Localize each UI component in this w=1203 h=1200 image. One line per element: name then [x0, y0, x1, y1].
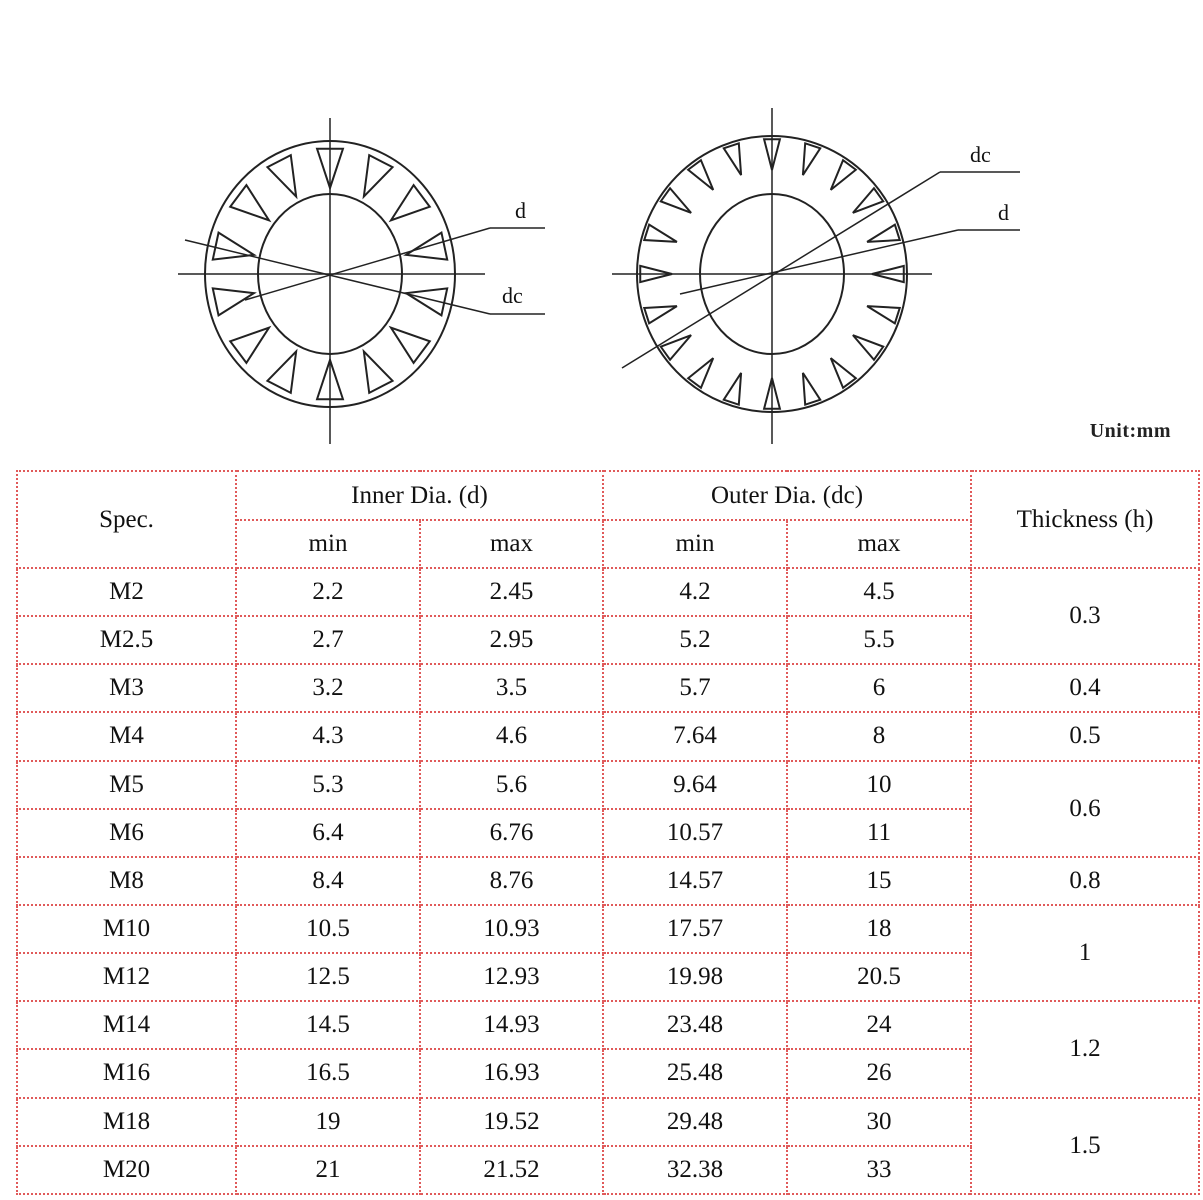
spec-cell: M14	[17, 1001, 236, 1049]
washer-tooth	[267, 155, 296, 196]
dc-min-cell: 23.48	[603, 1001, 787, 1049]
d-max-cell: 10.93	[420, 905, 603, 953]
washer-tooth	[803, 143, 820, 175]
d-min-cell: 21	[236, 1146, 420, 1194]
spec-cell: M2	[17, 568, 236, 616]
washer-tooth	[644, 306, 677, 323]
washer-tooth	[688, 358, 713, 388]
washer-tooth	[867, 306, 900, 323]
washer-tooth	[831, 160, 856, 190]
d-max-cell: 2.95	[420, 616, 603, 664]
outer-dia-header: Outer Dia. (dc)	[603, 471, 971, 520]
spec-cell: M6	[17, 809, 236, 857]
spec-header: Spec.	[17, 471, 236, 568]
d-min-cell: 6.4	[236, 809, 420, 857]
thickness-header: Thickness (h)	[971, 471, 1199, 568]
d-min-cell: 14.5	[236, 1001, 420, 1049]
dc-min-cell: 14.57	[603, 857, 787, 905]
spec-cell: M18	[17, 1098, 236, 1146]
washer-tooth	[391, 328, 430, 363]
dc-max-cell: 30	[787, 1098, 971, 1146]
d-max-cell: 16.93	[420, 1049, 603, 1097]
d-min-cell: 4.3	[236, 712, 420, 760]
washer-tooth	[867, 225, 900, 242]
washer-tooth	[724, 143, 741, 175]
thickness-cell: 0.5	[971, 712, 1199, 760]
dc-min-cell: 7.64	[603, 712, 787, 760]
inner-min-header: min	[236, 520, 420, 568]
washer-tooth	[688, 160, 713, 190]
dc-max-cell: 8	[787, 712, 971, 760]
washer-tooth	[661, 188, 691, 213]
dc-min-cell: 10.57	[603, 809, 787, 857]
d-min-cell: 19	[236, 1098, 420, 1146]
washer-tooth	[364, 155, 393, 196]
d-max-cell: 19.52	[420, 1098, 603, 1146]
table-row	[17, 905, 1199, 953]
washer-tooth	[391, 185, 430, 220]
dc-min-cell: 5.7	[603, 664, 787, 712]
table-row	[17, 1001, 1199, 1049]
d-max-cell: 12.93	[420, 953, 603, 1001]
d-min-cell: 12.5	[236, 953, 420, 1001]
dc-min-cell: 29.48	[603, 1098, 787, 1146]
left-d-label: d	[515, 198, 526, 223]
dc-min-cell: 5.2	[603, 616, 787, 664]
spec-cell: M16	[17, 1049, 236, 1097]
table-row	[17, 568, 1199, 616]
inner-max-header: max	[420, 520, 603, 568]
d-max-cell: 4.6	[420, 712, 603, 760]
d-max-cell: 6.76	[420, 809, 603, 857]
dc-max-cell: 33	[787, 1146, 971, 1194]
d-max-cell: 8.76	[420, 857, 603, 905]
dc-max-cell: 6	[787, 664, 971, 712]
inner-dia-header: Inner Dia. (d)	[236, 471, 603, 520]
washer-tooth	[230, 328, 269, 363]
dc-min-cell: 32.38	[603, 1146, 787, 1194]
washer-tooth	[644, 225, 677, 242]
dc-max-cell: 18	[787, 905, 971, 953]
dc-min-cell: 19.98	[603, 953, 787, 1001]
d-min-cell: 8.4	[236, 857, 420, 905]
washer-tooth	[267, 351, 296, 392]
thickness-cell: 0.8	[971, 857, 1199, 905]
d-max-cell: 21.52	[420, 1146, 603, 1194]
washer-spec-table	[16, 470, 1200, 1195]
outer-min-header: min	[603, 520, 787, 568]
right-dc-label: dc	[970, 142, 991, 167]
thickness-cell: 1.5	[971, 1098, 1199, 1194]
washer-tooth	[661, 335, 691, 360]
d-min-cell: 3.2	[236, 664, 420, 712]
washer-tooth	[853, 335, 883, 360]
dc-min-cell: 17.57	[603, 905, 787, 953]
washer-tooth	[724, 373, 741, 405]
right-d-label: d	[998, 200, 1009, 225]
dc-max-cell: 5.5	[787, 616, 971, 664]
external-tooth-washer-drawing	[612, 108, 1020, 444]
spec-cell: M5	[17, 761, 236, 809]
dc-max-cell: 10	[787, 761, 971, 809]
washer-tooth	[831, 358, 856, 388]
unit-label: Unit:mm	[1089, 420, 1171, 442]
table-row	[17, 1098, 1199, 1146]
thickness-cell: 1	[971, 905, 1199, 1001]
dc-min-cell: 25.48	[603, 1049, 787, 1097]
d-max-cell: 3.5	[420, 664, 603, 712]
spec-cell: M20	[17, 1146, 236, 1194]
washer-tooth	[364, 351, 393, 392]
thickness-cell: 0.4	[971, 664, 1199, 712]
spec-cell: M3	[17, 664, 236, 712]
dc-max-cell: 26	[787, 1049, 971, 1097]
d-min-cell: 2.2	[236, 568, 420, 616]
thickness-cell: 0.6	[971, 761, 1199, 857]
dc-max-cell: 24	[787, 1001, 971, 1049]
d-min-cell: 5.3	[236, 761, 420, 809]
dc-max-cell: 11	[787, 809, 971, 857]
dc-min-cell: 9.64	[603, 761, 787, 809]
internal-tooth-washer-drawing	[178, 118, 545, 444]
table-row	[17, 664, 1199, 712]
table-row	[17, 761, 1199, 809]
d-max-cell: 5.6	[420, 761, 603, 809]
washer-tooth	[230, 185, 269, 220]
outer-max-header: max	[787, 520, 971, 568]
spec-cell: M8	[17, 857, 236, 905]
d-min-cell: 10.5	[236, 905, 420, 953]
d-max-cell: 2.45	[420, 568, 603, 616]
d-max-cell: 14.93	[420, 1001, 603, 1049]
dc-min-cell: 4.2	[603, 568, 787, 616]
spec-cell: M12	[17, 953, 236, 1001]
thickness-cell: 1.2	[971, 1001, 1199, 1097]
d-min-cell: 2.7	[236, 616, 420, 664]
d-min-cell: 16.5	[236, 1049, 420, 1097]
spec-cell: M10	[17, 905, 236, 953]
spec-cell: M4	[17, 712, 236, 760]
dc-max-cell: 4.5	[787, 568, 971, 616]
table-row	[17, 857, 1199, 905]
washer-tooth	[803, 373, 820, 405]
left-dc-label: dc	[502, 283, 523, 308]
dc-max-cell: 20.5	[787, 953, 971, 1001]
washer-tooth	[213, 288, 254, 315]
thickness-cell: 0.3	[971, 568, 1199, 664]
table-row	[17, 712, 1199, 760]
dc-max-cell: 15	[787, 857, 971, 905]
washer-drawings	[0, 0, 1203, 450]
spec-cell: M2.5	[17, 616, 236, 664]
